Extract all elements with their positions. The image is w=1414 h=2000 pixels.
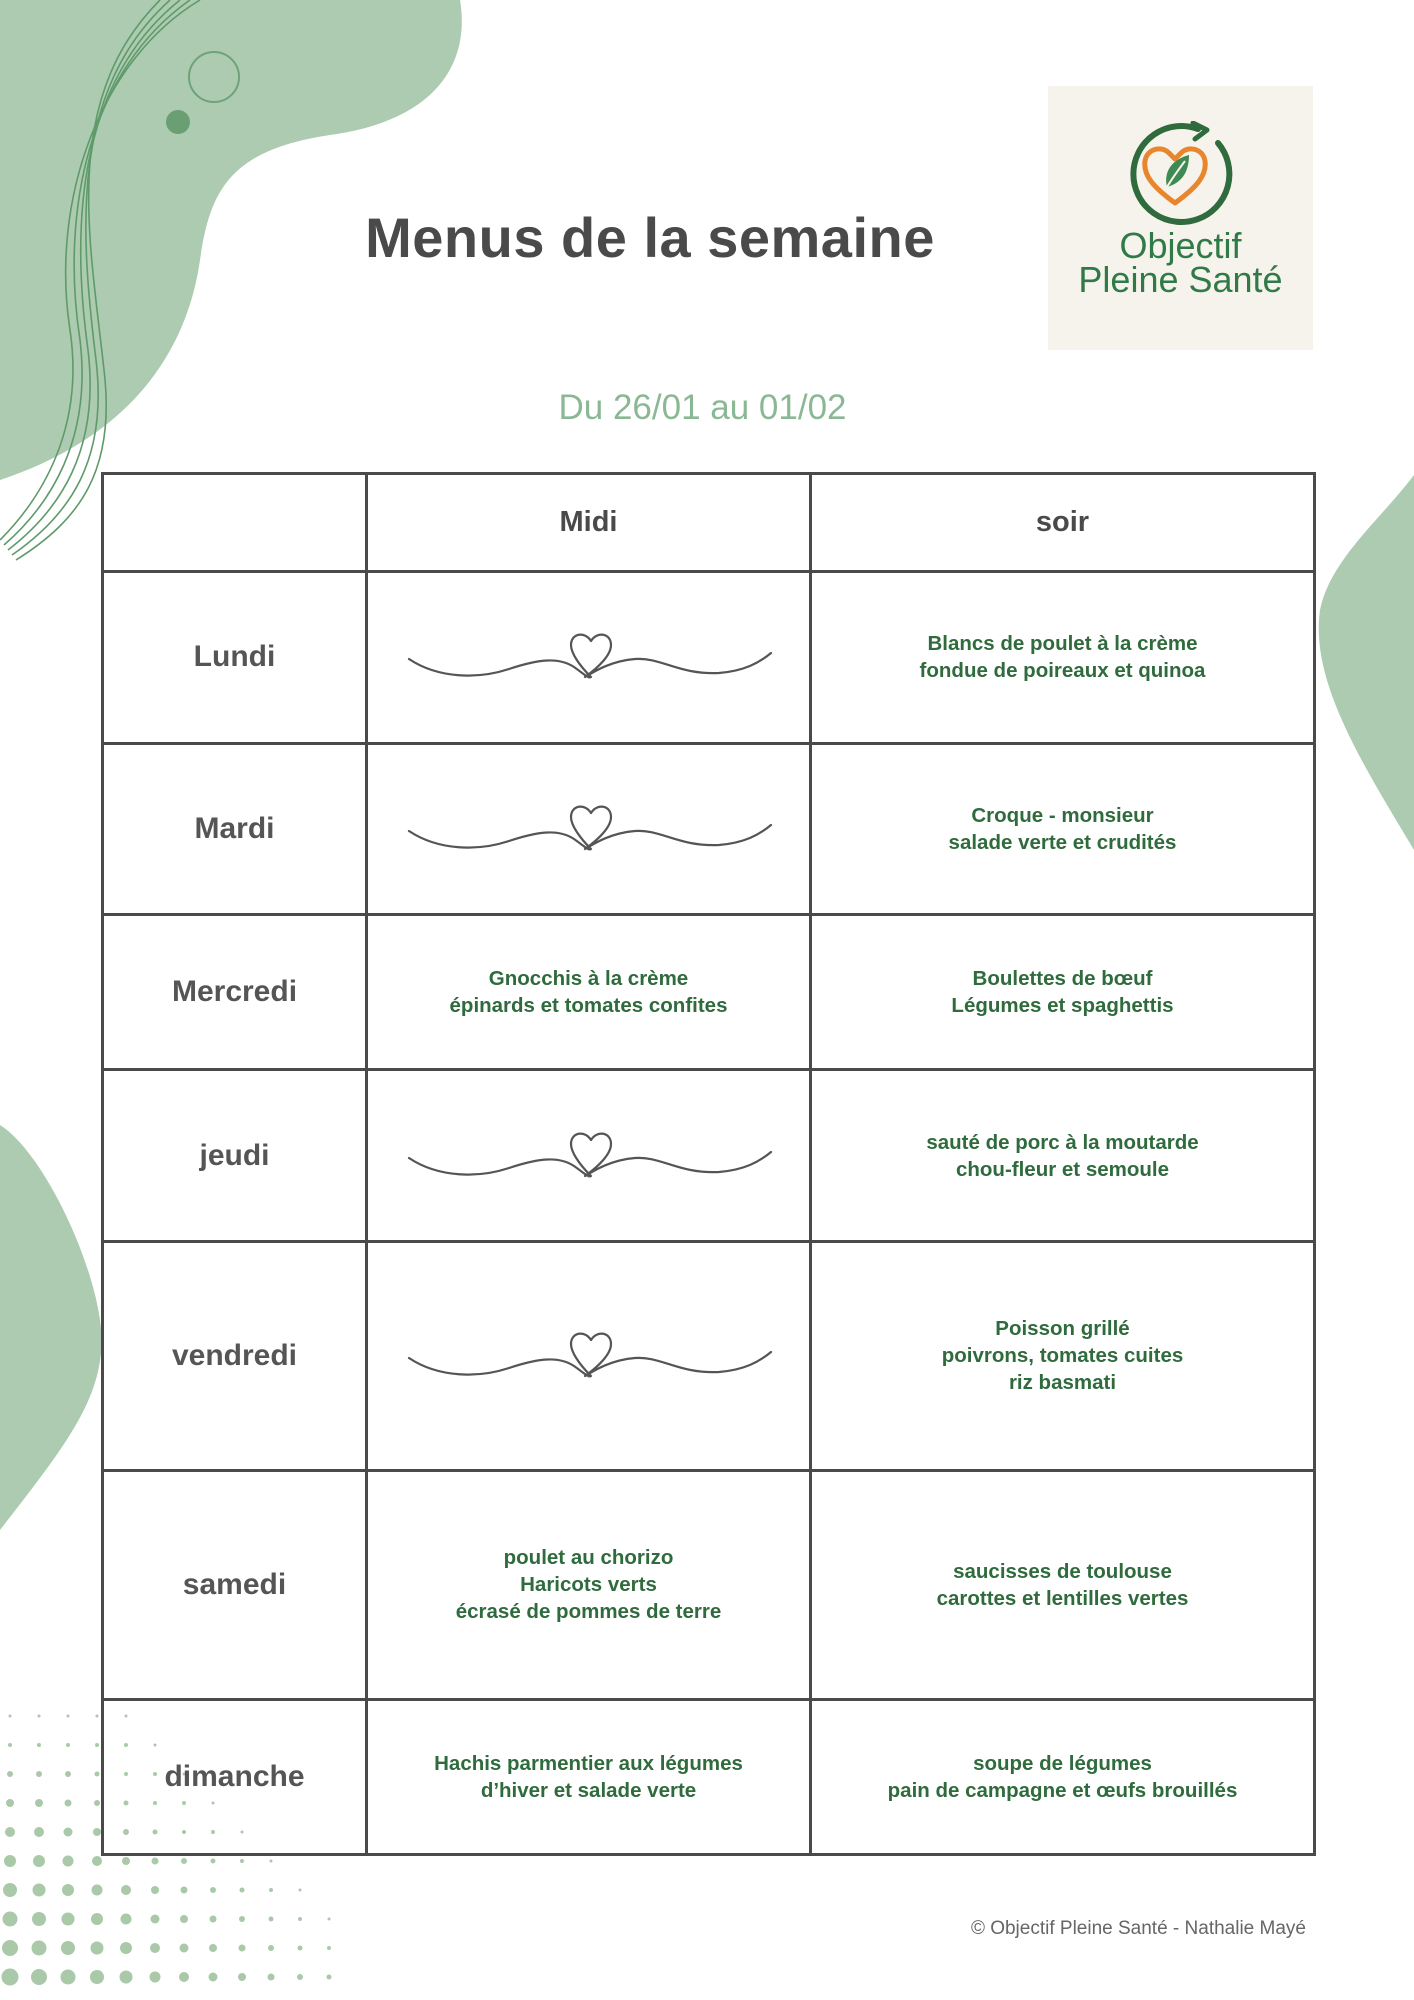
day-cell: vendredi (103, 1242, 367, 1471)
heart-line-divider-icon (399, 799, 779, 859)
soir-cell: Blancs de poulet à la crème fondue de poireaux et quinoa (811, 572, 1315, 744)
midi-cell: poulet au chorizo Haricots verts écrasé de pommes de terre (367, 1470, 811, 1699)
day-cell: dimanche (103, 1699, 367, 1854)
midi-cell-empty (367, 1242, 811, 1471)
table-row (103, 915, 1315, 1070)
column-header-midi: Midi (367, 474, 811, 572)
soir-cell: Croque - monsieur salade verte et crudités (811, 743, 1315, 915)
brand-logo (1048, 86, 1313, 350)
soir-cell: Boulettes de bœuf Légumes et spaghettis (811, 915, 1315, 1070)
soir-cell: sauté de porc à la moutarde chou-fleur et semoule (811, 1070, 1315, 1242)
midi-cell-empty (367, 572, 811, 744)
logo-line2: Pleine Santé (1078, 259, 1283, 300)
table-row (103, 1470, 1315, 1699)
day-cell: samedi (103, 1470, 367, 1699)
right-blob (1319, 475, 1414, 850)
table-row (103, 1699, 1315, 1854)
page-title: Menus de la semaine (365, 206, 935, 269)
heart-line-divider-icon (399, 1326, 779, 1386)
copyright-footer: © Objectif Pleine Santé - Nathalie Mayé (970, 1918, 1306, 1939)
soir-cell: soupe de légumes pain de campagne et œufs brouillés (811, 1699, 1315, 1854)
soir-cell: Poisson grillé poivrons, tomates cuites riz basmati (811, 1242, 1315, 1471)
logo-line1: Objectif (1119, 225, 1242, 266)
left-blob (0, 1125, 102, 1530)
heart-line-divider-icon (399, 1126, 779, 1186)
column-header-soir: soir (811, 474, 1315, 572)
midi-cell: Hachis parmentier aux légumes d’hiver et salade verte (367, 1699, 811, 1854)
date-range: Du 26/01 au 01/02 (558, 388, 847, 427)
day-cell: Mercredi (103, 915, 367, 1070)
soir-cell: saucisses de toulouse carottes et lentilles vertes (811, 1470, 1315, 1699)
column-header-day (103, 474, 367, 572)
table-row (103, 743, 1315, 915)
menu-table (101, 472, 1316, 1856)
day-cell: Lundi (103, 572, 367, 744)
heart-line-divider-icon (399, 627, 779, 687)
day-cell: Mardi (103, 743, 367, 915)
dot (166, 110, 190, 134)
midi-cell: Gnocchis à la crème épinards et tomates confites (367, 915, 811, 1070)
day-cell: jeudi (103, 1070, 367, 1242)
table-row (103, 1070, 1315, 1242)
midi-cell-empty (367, 743, 811, 915)
table-row (103, 1242, 1315, 1471)
table-row (103, 572, 1315, 744)
heart-leaf-circle-icon (1123, 121, 1238, 226)
midi-cell-empty (367, 1070, 811, 1242)
table-header-row (103, 474, 1315, 572)
